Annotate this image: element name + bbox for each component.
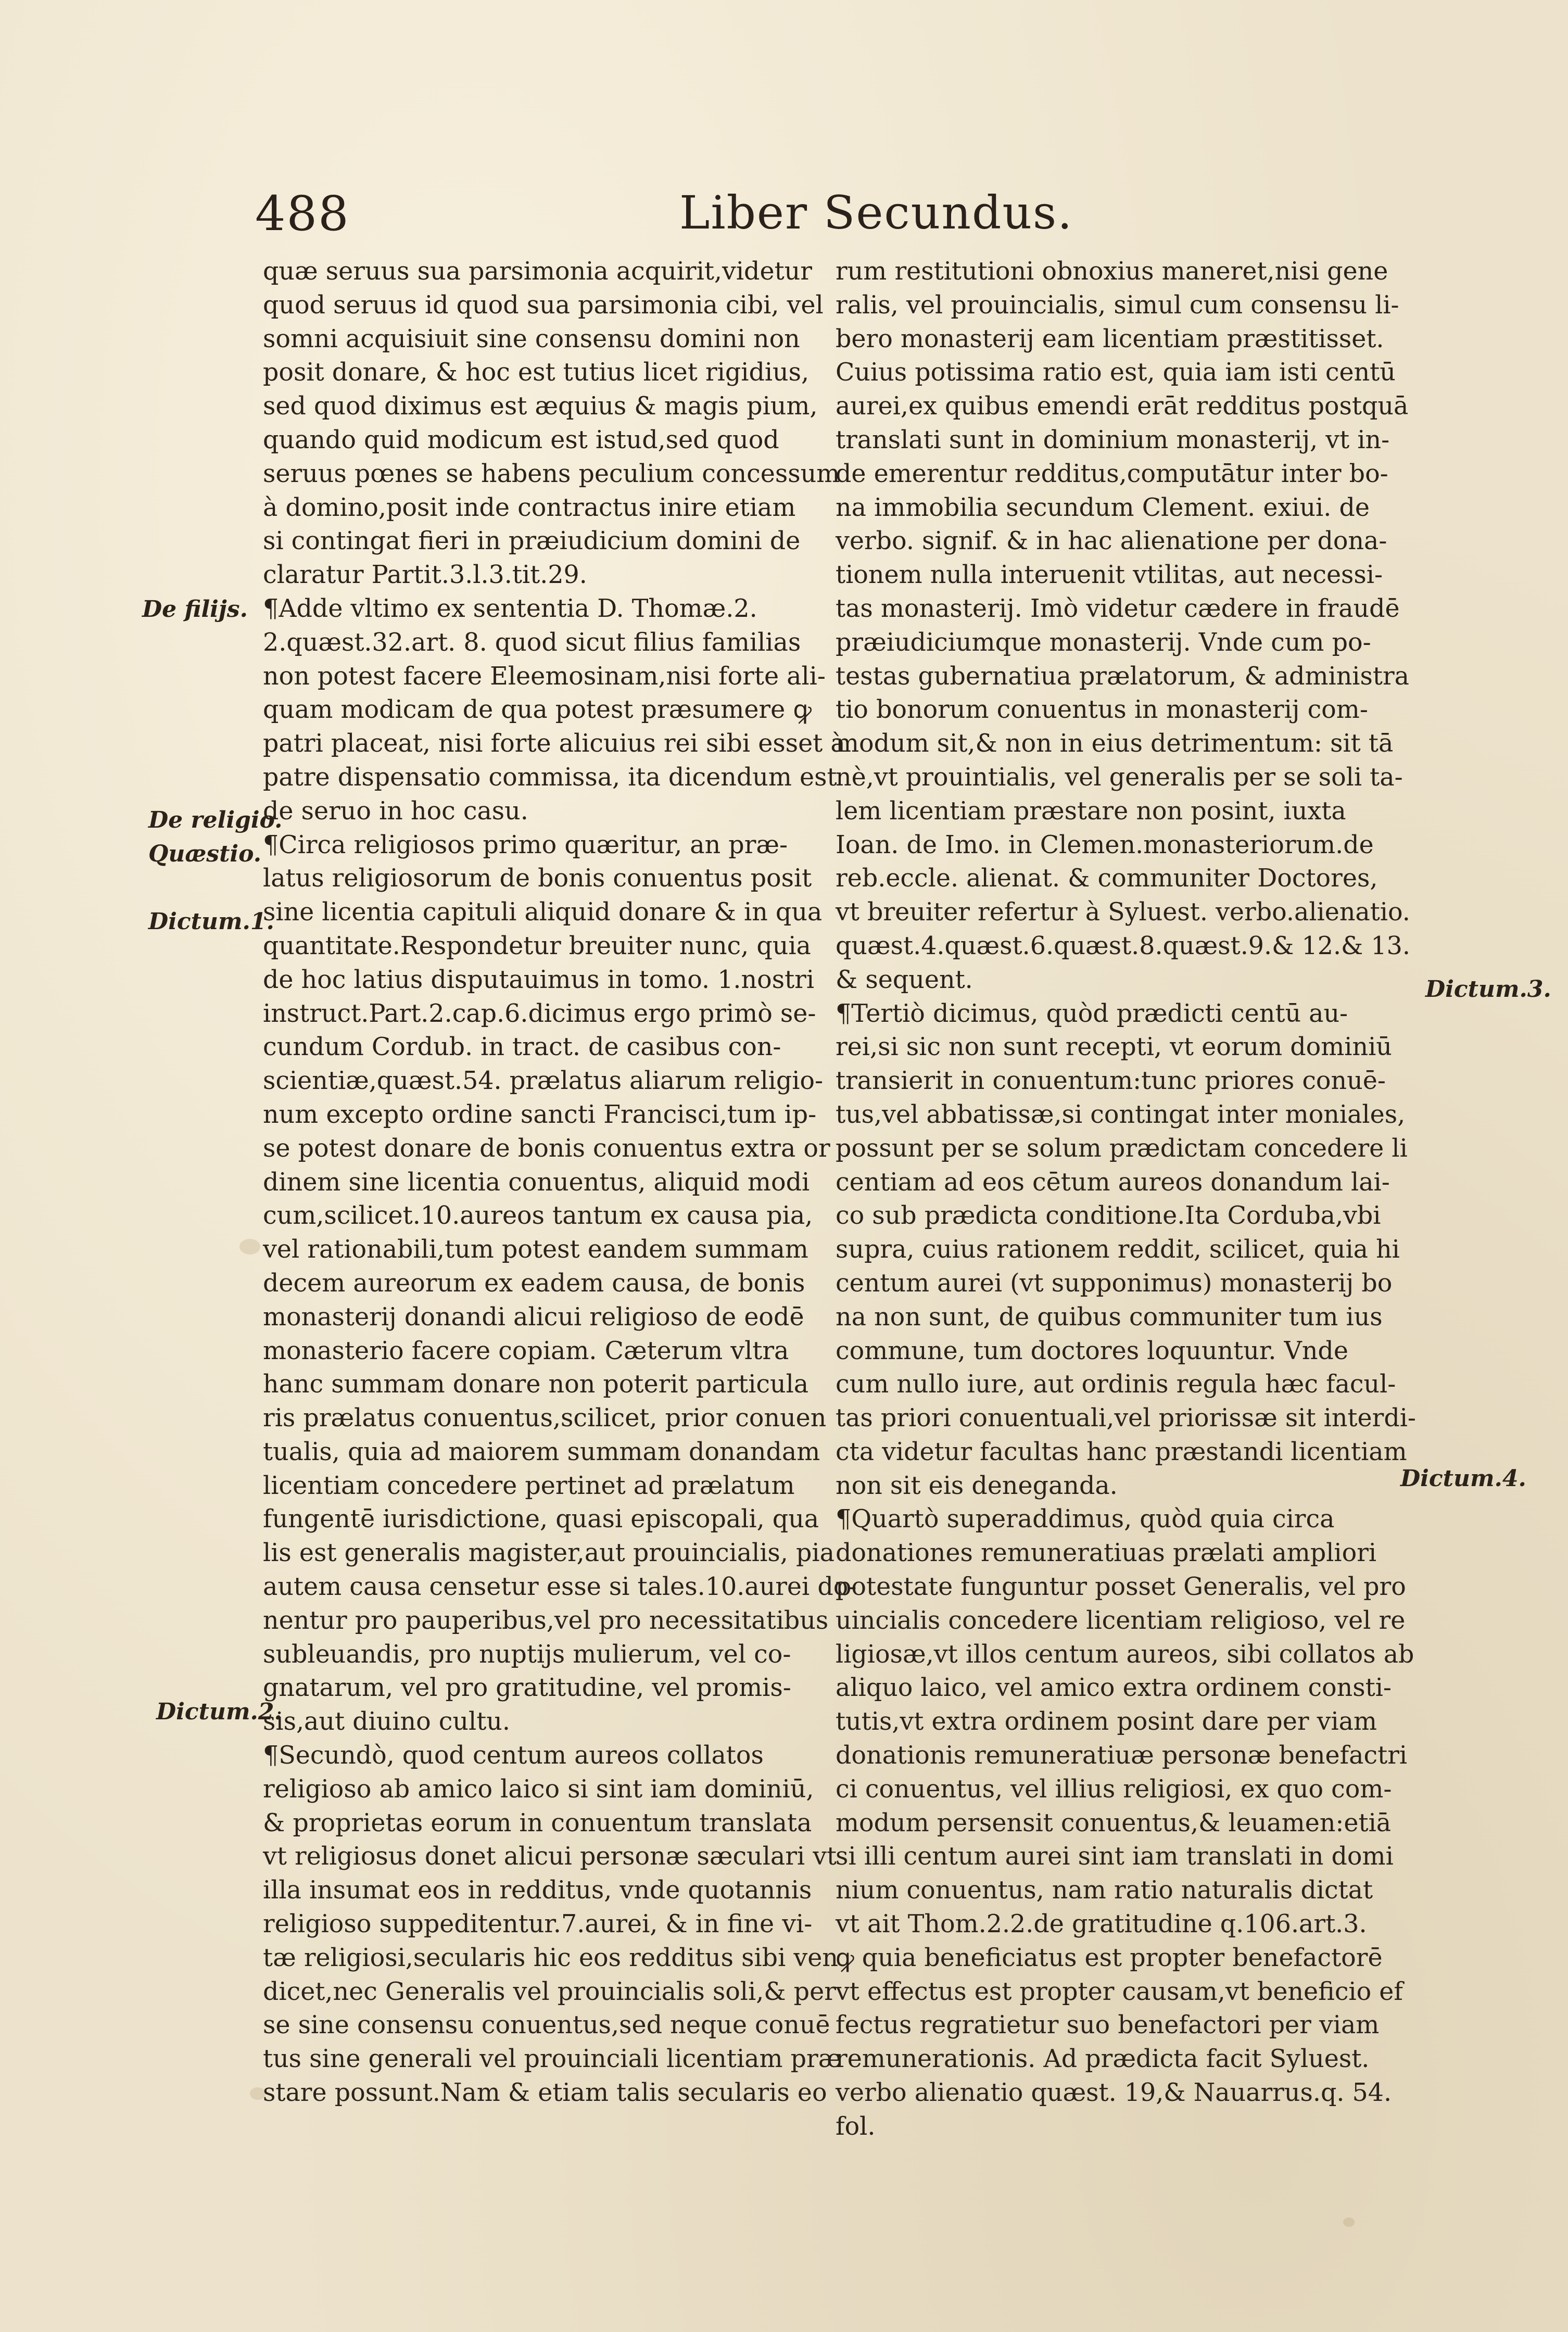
right-text-column bbox=[836, 255, 1416, 2144]
text-line: remunerationis. Ad prædicta facit Syluest. bbox=[836, 2045, 1370, 2074]
text-line: rei,si sic non sunt recepti, vt eorum dominiū bbox=[836, 1033, 1392, 1062]
foxing-stain bbox=[1343, 2217, 1355, 2227]
margin-note-de-filiis: De filijs. bbox=[142, 596, 248, 623]
text-line: transierit in conuentum:tunc priores conuē- bbox=[836, 1067, 1386, 1096]
text-line: ꝙ quia beneficiatus est propter benefactorē bbox=[836, 1943, 1383, 1972]
text-line: quando quid modicum est istud,sed quod bbox=[263, 425, 779, 454]
text-line: lem licentiam præstare non posint, iuxta bbox=[836, 796, 1346, 826]
text-line: ¶Adde vltimo ex sententia D. Thomæ.2. bbox=[263, 594, 757, 623]
text-line: quantitate.Respondetur breuiter nunc, quia bbox=[263, 931, 811, 960]
text-line: sed quod diximus est æquius & magis pium, bbox=[263, 392, 818, 421]
text-line: se potest donare de bonis conuentus extra or bbox=[263, 1134, 830, 1163]
left-text-column bbox=[263, 255, 857, 2110]
text-line: translati sunt in dominium monasterij, vt in- bbox=[836, 425, 1390, 454]
text-line: supra, cuius rationem reddit, scilicet, quia hi bbox=[836, 1235, 1400, 1264]
text-line: autem causa censetur esse si tales.10.aurei do- bbox=[263, 1573, 857, 1602]
text-line: Ioan. de Imo. in Clemen.monasteriorum.de bbox=[836, 830, 1374, 859]
margin-note-dictum-2: Dictum.2. bbox=[156, 1699, 282, 1725]
text-line: vt ait Thom.2.2.de gratitudine q.106.art.3. bbox=[836, 1910, 1367, 1939]
margin-note-dictum-4: Dictum.4. bbox=[1400, 1465, 1526, 1492]
text-line: tas priori conuentuali,vel priorissæ sit interdi- bbox=[836, 1404, 1416, 1433]
text-line: modum sit,& non in eius detrimentum: sit tā bbox=[836, 729, 1394, 758]
text-line: patri placeat, nisi forte alicuius rei sibi esset à bbox=[263, 729, 845, 758]
text-line: potestate funguntur posset Generalis, vel pro bbox=[836, 1573, 1406, 1602]
foxing-stain bbox=[239, 1239, 260, 1254]
text-line: somni acquisiuit sine consensu domini non bbox=[263, 324, 800, 353]
text-line: posit donare, & hoc est tutius licet rigidius, bbox=[263, 358, 810, 387]
text-line: vt effectus est propter causam,vt beneficio ef bbox=[836, 1977, 1403, 2006]
text-line: tæ religiosi,secularis hic eos redditus sibi ven bbox=[263, 1943, 838, 1972]
text-line: decem aureorum ex eadem causa, de bonis bbox=[263, 1269, 805, 1298]
text-line: centiam ad eos cētum aureos donandum lai- bbox=[836, 1168, 1390, 1197]
text-line: de emerentur redditus,computātur inter bo- bbox=[836, 459, 1388, 488]
text-line: de hoc latius disputauimus in tomo. 1.nostri bbox=[263, 965, 815, 994]
text-line: cundum Cordub. in tract. de casibus con- bbox=[263, 1033, 781, 1062]
text-line: sine licentia capituli aliquid donare & in qua bbox=[263, 898, 823, 927]
text-line: nentur pro pauperibus,vel pro necessitatibus bbox=[263, 1606, 829, 1635]
text-line: & proprietas eorum in conuentum translata bbox=[263, 1808, 812, 1837]
text-line: religioso suppeditentur.7.aurei, & in fine vi- bbox=[263, 1910, 813, 1939]
text-line: donationes remuneratiuas prælati ampliori bbox=[836, 1539, 1377, 1568]
text-line: quod seruus id quod sua parsimonia cibi, vel bbox=[263, 290, 824, 320]
text-line: fungentē iurisdictione, quasi episcopali, qua bbox=[263, 1505, 819, 1534]
text-line: ¶Secundò, quod centum aureos collatos bbox=[263, 1741, 764, 1770]
text-line: lis est generalis magister,aut prouincialis, pia bbox=[263, 1539, 834, 1568]
text-line: dinem sine licentia conuentus, aliquid modi bbox=[263, 1168, 810, 1197]
text-line: tualis, quia ad maiorem summam donandam bbox=[263, 1437, 820, 1466]
text-line: dicet,nec Generalis vel prouincialis soli,& per bbox=[263, 1977, 836, 2006]
text-line: tutis,vt extra ordinem posint dare per viam bbox=[836, 1707, 1377, 1737]
margin-note-de-religio: De religio. bbox=[148, 807, 283, 833]
text-line: ci conuentus, vel illius religiosi, ex quo com- bbox=[836, 1775, 1392, 1804]
margin-note-dictum-1: Dictum.1. bbox=[148, 908, 274, 935]
text-line: na non sunt, de quibus communiter tum ius bbox=[836, 1302, 1383, 1332]
text-line: se sine consensu conuentus,sed neque conuē bbox=[263, 2011, 830, 2040]
text-line: aurei,ex quibus emendi erāt redditus postquā bbox=[836, 392, 1409, 421]
text-line: quam modicam de qua potest præsumere ꝙ bbox=[263, 695, 812, 725]
running-head: Liber Secundus. bbox=[679, 186, 1073, 239]
text-line: possunt per se solum prædictam concedere li bbox=[836, 1134, 1408, 1163]
text-line: Cuius potissima ratio est, quia iam isti centū bbox=[836, 358, 1396, 387]
text-line: patre dispensatio commissa, ita dicendum est bbox=[263, 763, 837, 792]
text-line: vt religiosus donet alicui personæ sæculari vt bbox=[263, 1842, 837, 1871]
text-line: rum restitutioni obnoxius maneret,nisi gene bbox=[836, 257, 1388, 286]
text-line: verbo. signif. & in hac alienatione per dona- bbox=[836, 527, 1387, 556]
text-line: centum aurei (vt supponimus) monasterij bo bbox=[836, 1269, 1393, 1298]
text-line: si illi centum aurei sint iam translati in domi bbox=[836, 1842, 1394, 1871]
text-line: illa insumat eos in redditus, vnde quotannis bbox=[263, 1876, 812, 1905]
text-line: tus sine generali vel prouinciali licentiam præ bbox=[263, 2045, 842, 2074]
text-line: cum nullo iure, aut ordinis regula hæc facul- bbox=[836, 1370, 1396, 1399]
text-line: hanc summam donare non poterit particula bbox=[263, 1370, 809, 1399]
text-line: bero monasterij eam licentiam præstitisset. bbox=[836, 324, 1384, 353]
text-line: latus religiosorum de bonis conuentus posit bbox=[263, 864, 812, 893]
text-line: na immobilia secundum Clement. exiui. de bbox=[836, 493, 1370, 522]
text-line: ¶Circa religiosos primo quæritur, an præ- bbox=[263, 830, 788, 859]
text-line: præiudiciumque monasterij. Vnde cum po- bbox=[836, 628, 1371, 657]
text-line: uincialis concedere licentiam religioso, vel re bbox=[836, 1606, 1406, 1635]
text-line: monasterij donandi alicui religioso de eodē bbox=[263, 1302, 804, 1332]
text-line: verbo alienatio quæst. 19,& Nauarrus.q. 54. bbox=[836, 2078, 1392, 2108]
text-line: licentiam concedere pertinet ad prælatum bbox=[263, 1471, 795, 1500]
text-line: vel rationabili,tum potest eandem summam bbox=[263, 1235, 808, 1264]
text-line: aliquo laico, vel amico extra ordinem consti- bbox=[836, 1674, 1392, 1703]
text-line: nè,vt prouintialis, vel generalis per se soli ta- bbox=[836, 763, 1403, 792]
text-line: testas gubernatiua prælatorum, & administra bbox=[836, 662, 1409, 691]
margin-note-dictum-3: Dictum.3. bbox=[1425, 976, 1551, 1003]
text-line: quæst.4.quæst.6.quæst.8.quæst.9.& 12.& 13. bbox=[836, 931, 1410, 960]
text-line: donationis remuneratiuæ personæ benefactri bbox=[836, 1741, 1408, 1770]
text-line: instruct.Part.2.cap.6.dicimus ergo primò se- bbox=[263, 999, 816, 1028]
text-line: ¶Tertiò dicimus, quòd prædicti centū au- bbox=[836, 999, 1348, 1028]
text-line: 2.quæst.32.art. 8. quod sicut filius familias bbox=[263, 628, 801, 657]
text-line: scientiæ,quæst.54. prælatus aliarum religio- bbox=[263, 1067, 824, 1096]
text-line: nium conuentus, nam ratio naturalis dictat bbox=[836, 1876, 1373, 1905]
text-line: seruus pœnes se habens peculium concessum bbox=[263, 459, 840, 488]
text-line: claratur Partit.3.l.3.tit.29. bbox=[263, 561, 587, 590]
text-line: cta videtur facultas hanc præstandi licentiam bbox=[836, 1437, 1407, 1466]
text-line: fectus regratietur suo benefactori per viam bbox=[836, 2011, 1380, 2040]
text-line: de seruo in hoc casu. bbox=[263, 796, 528, 826]
text-line: tas monasterij. Imò videtur cædere in fraudē bbox=[836, 594, 1400, 623]
text-line: ¶Quartò superaddimus, quòd quia circa bbox=[836, 1505, 1335, 1534]
text-line: ris prælatus conuentus,scilicet, prior conuen bbox=[263, 1404, 827, 1433]
text-line: tionem nulla interuenit vtilitas, aut necessi- bbox=[836, 561, 1383, 590]
page-number: 488 bbox=[255, 186, 350, 242]
text-line: à domino,posit inde contractus inire etiam bbox=[263, 493, 796, 522]
text-line: vt breuiter refertur à Syluest. verbo.alienatio. bbox=[836, 898, 1410, 927]
text-line: ligiosæ,vt illos centum aureos, sibi collatos ab bbox=[836, 1640, 1414, 1669]
text-line: sis,aut diuino cultu. bbox=[263, 1707, 510, 1737]
text-line: subleuandis, pro nuptijs mulierum, vel co- bbox=[263, 1640, 791, 1669]
text-line: religioso ab amico laico si sint iam dominiū, bbox=[263, 1775, 814, 1804]
text-line: & sequent. bbox=[836, 965, 973, 994]
text-line: modum persensit conuentus,& leuamen:etiā bbox=[836, 1808, 1392, 1837]
text-line: num excepto ordine sancti Francisci,tum ip- bbox=[263, 1100, 817, 1129]
text-line: reb.eccle. alienat. & communiter Doctores, bbox=[836, 864, 1378, 893]
text-line: monasterio facere copiam. Cæterum vltra bbox=[263, 1336, 789, 1365]
text-line: non potest facere Eleemosinam,nisi forte ali- bbox=[263, 662, 826, 691]
text-line: stare possunt.Nam & etiam talis secularis eo bbox=[263, 2078, 827, 2108]
text-line: quæ seruus sua parsimonia acquirit,videtur bbox=[263, 257, 812, 286]
text-line: ralis, vel prouincialis, simul cum consensu li- bbox=[836, 290, 1399, 320]
text-line: si contingat fieri in præiudicium domini de bbox=[263, 527, 801, 556]
text-line: tus,vel abbatissæ,si contingat inter moniales, bbox=[836, 1100, 1406, 1129]
text-line: non sit eis deneganda. bbox=[836, 1471, 1118, 1500]
text-line: cum,scilicet.10.aureos tantum ex causa pia, bbox=[263, 1201, 813, 1231]
margin-note-quaestio: Quæstio. bbox=[148, 841, 262, 867]
text-line: fol. bbox=[836, 2112, 876, 2141]
text-line: tio bonorum conuentus in monasterij com- bbox=[836, 695, 1368, 725]
text-line: commune, tum doctores loquuntur. Vnde bbox=[836, 1336, 1348, 1365]
text-line: gnatarum, vel pro gratitudine, vel promis- bbox=[263, 1674, 791, 1703]
text-line: co sub prædicta conditione.Ita Corduba,vbi bbox=[836, 1201, 1381, 1231]
